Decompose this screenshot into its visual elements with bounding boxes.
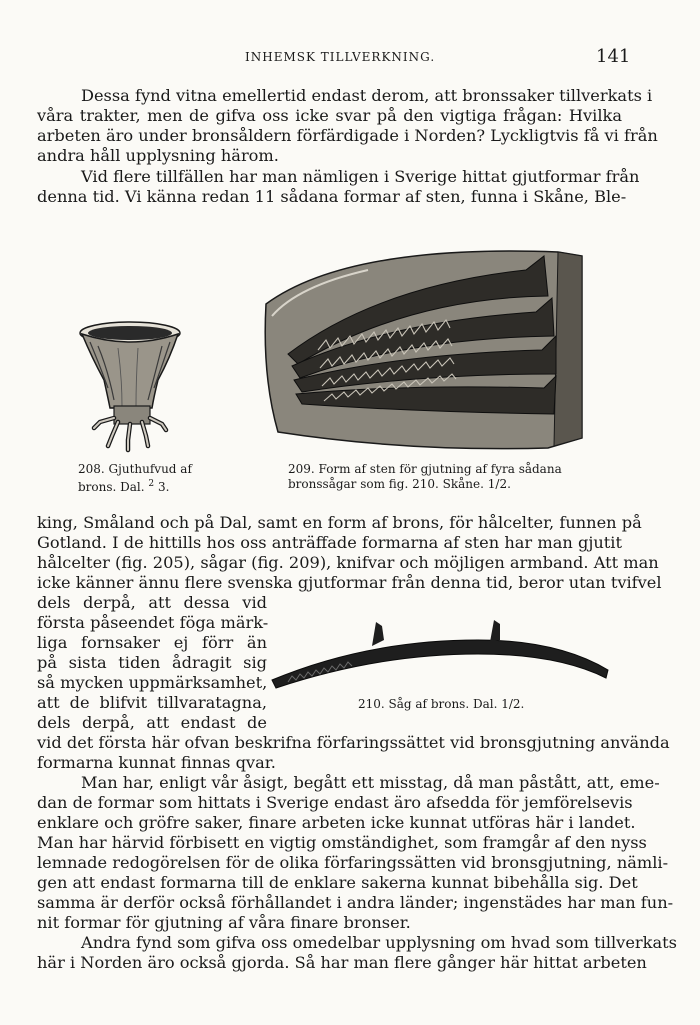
figure-210-bronze-saw [268, 610, 614, 690]
figure-209-stone-mould [258, 226, 583, 454]
figure-208-casting-head [78, 318, 186, 458]
caption-208-line-2 [78, 477, 192, 495]
caption-209-text: bronssågar som fig. 210. Skåne. [288, 477, 488, 491]
text-line: här i Norden äro också gjorda. Så har man flere gånger här hittat arbeten [37, 953, 647, 972]
text-line: liga fornsaker ej förr än [37, 633, 267, 652]
text-line: dels derpå, att dessa vid [37, 593, 267, 612]
caption-208-line-1: 208. Gjuthufvud af [78, 462, 192, 476]
text-line: denna tid. Vi känna redan 11 sådana formar af sten, funna i Skåne, Ble- [37, 187, 627, 206]
paragraph-3 [37, 513, 662, 593]
paragraph-5 [37, 933, 677, 973]
text-line: king, Småland och på Dal, samt en form af brons, för hålcelter, funnen på [37, 513, 642, 532]
caption-210: 210. Såg af brons. Dal. 1/2. [358, 697, 525, 711]
caption-208 [78, 462, 192, 495]
caption-208-scale-rest: 3. [157, 480, 170, 494]
caption-209-scale: 1/2. [487, 477, 511, 491]
text-line: första påseendet föga märk- [37, 613, 269, 632]
text-line: Andra fynd som gifva oss omedelbar upplysning om hvad som tillverkats [81, 933, 677, 952]
text-line: andra håll upplysning härom. [37, 146, 279, 165]
text-line: Gotland. I de hittills hos oss anträffade formarna af sten har man gjutit [37, 533, 622, 552]
text-line: på sista tiden ådragit sig [37, 653, 267, 672]
caption-208-text: brons. Dal. [78, 480, 149, 494]
text-line: hålcelter (fig. 205), sågar (fig. 209), knifvar och möjligen armband. Att man [37, 553, 659, 572]
text-line: Dessa fynd vitna emellertid endast derom, att bronssaker tillverkats i [81, 86, 653, 105]
text-line: nit formar för gjutning af våra finare bronser. [37, 913, 411, 932]
caption-208-scale-num: 2 [148, 479, 155, 489]
text-line: så mycken uppmärksamhet, [37, 673, 268, 692]
caption-209 [288, 462, 562, 492]
text-line: dan de formar som hittats i Sverige endast äro afsedda för jemförelsevis [37, 793, 633, 812]
text-line: gen att endast formarna till de enklare sakerna kunnat bibehålla sig. Det [37, 873, 638, 892]
text-line: vid det första här ofvan beskrifna förfaringssättet vid bronsgjutning använda [37, 733, 670, 752]
text-line: lemnade redogörelsen för de olika förfaringssätten vid bronsgjutning, nämli- [37, 853, 669, 872]
running-head: INHEMSK TILLVERKNING. [245, 50, 436, 64]
page-number: 141 [596, 46, 631, 67]
text-line: Man har, enligt vår åsigt, begått ett misstag, då man påstått, att, eme- [81, 773, 660, 792]
paragraph-3-end [37, 733, 670, 773]
text-line: att de blifvit tillvaratagna, [37, 693, 267, 712]
paragraph-3-narrow [37, 593, 267, 733]
text-line: arbeten äro under bronsåldern förfärdigade i Norden? Lyckligtvis få vi från [37, 126, 658, 145]
text-line: formarna kunnat finnas qvar. [37, 753, 276, 772]
paragraph-1 [37, 86, 658, 166]
caption-209-line-1: 209. Form af sten för gjutning af fyra sådana [288, 462, 562, 476]
caption-209-line-2 [288, 477, 562, 492]
text-line: Man har härvid förbisett en vigtig omständighet, som framgår af den nyss [37, 833, 647, 852]
text-line: enklare och gröfre saker, finare arbeten icke kunnat utföras här i landet. [37, 813, 636, 832]
text-line: icke känner ännu flere svenska gjutformar från denna tid, beror utan tvifvel [37, 573, 662, 592]
paragraph-2 [37, 167, 640, 207]
text-line: Vid flere tillfällen har man nämligen i Sverige hittat gjutformar från [81, 167, 640, 186]
paragraph-4 [37, 773, 674, 933]
text-line: dels derpå, att endast de [37, 713, 267, 732]
text-line: våra trakter, men de gifva oss icke svar på den vigtiga frågan: Hvilka [37, 106, 622, 125]
text-line: samma är derför också förhållandet i andra länder; ingenstädes har man fun- [37, 893, 674, 912]
